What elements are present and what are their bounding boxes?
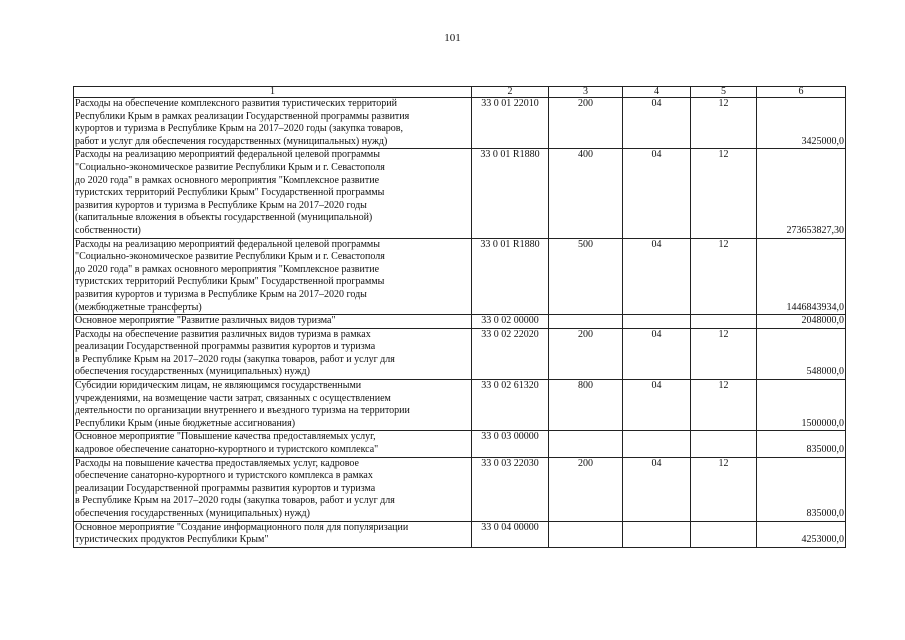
row-description xyxy=(74,315,472,329)
row-code: 33 0 01 R1880 xyxy=(472,238,549,315)
row-expense-type: 400 xyxy=(549,149,623,238)
row-description-text: Расходы на обеспечение комплексного развития туристических территорий Республики Крым в рамках реализации Государственной программы развития курортов и туризма в Республике Крым на 2017–2020 годы (закупка товаров, работ и услуг для обеспечения государственных (муниципальных) нужд) xyxy=(75,98,410,147)
budget-table xyxy=(73,86,846,548)
row-expense-type: 200 xyxy=(549,328,623,379)
column-header: 5 xyxy=(691,87,757,98)
row-code: 33 0 02 61320 xyxy=(472,380,549,431)
row-section: 04 xyxy=(623,149,691,238)
row-section xyxy=(623,315,691,329)
row-description-text: Основное мероприятие "Развитие различных видов туризма" xyxy=(75,315,336,327)
column-header: 2 xyxy=(472,87,549,98)
row-description-text: Основное мероприятие "Повышение качества предоставляемых услуг, кадровое обеспечение санаторно-курортного и туристского комплекса" xyxy=(75,431,379,456)
column-header: 4 xyxy=(623,87,691,98)
row-amount: 548000,0 xyxy=(757,328,846,379)
row-amount: 1500000,0 xyxy=(757,380,846,431)
row-code: 33 0 01 22010 xyxy=(472,98,549,149)
column-header: 1 xyxy=(74,87,472,98)
row-description-text: Субсидии юридическим лицам, не являющимся государственными учреждениями, на возмещение части затрат, связанных с осуществлением деятельности по организации внутреннего и въездного туризма на территории Республики Крым (иные бюджетные ассигнования) xyxy=(75,380,410,429)
row-description xyxy=(74,380,472,431)
row-subsection xyxy=(691,431,757,457)
row-description xyxy=(74,457,472,521)
row-description xyxy=(74,238,472,315)
table-row xyxy=(74,431,846,457)
row-section: 04 xyxy=(623,380,691,431)
table-row xyxy=(74,521,846,547)
row-section: 04 xyxy=(623,457,691,521)
row-subsection: 12 xyxy=(691,328,757,379)
page-number: 101 xyxy=(444,32,461,44)
table-row xyxy=(74,328,846,379)
table-row xyxy=(74,149,846,238)
table-row xyxy=(74,380,846,431)
row-amount: 3425000,0 xyxy=(757,98,846,149)
row-expense-type: 500 xyxy=(549,238,623,315)
row-section: 04 xyxy=(623,238,691,315)
row-subsection: 12 xyxy=(691,98,757,149)
table-row xyxy=(74,98,846,149)
row-description xyxy=(74,149,472,238)
row-code: 33 0 03 22030 xyxy=(472,457,549,521)
column-header: 6 xyxy=(757,87,846,98)
row-subsection xyxy=(691,521,757,547)
row-amount: 273653827,30 xyxy=(757,149,846,238)
row-expense-type xyxy=(549,521,623,547)
row-description-text: Расходы на обеспечение развития различных видов туризма в рамках реализации Государственной программы развития курортов и туризма в Республике Крым на 2017–2020 годы (закупка товаров, работ и услуг для обеспечения государственных (муниципальных) нужд) xyxy=(75,328,395,378)
row-description-text: Расходы на реализацию мероприятий федеральной целевой программы "Социально-экономическое развитие Республики Крым и г. Севастополя до 2020 года" в рамках основного мероприятия "Комплексное развитие туристских территорий Республики Крым" Государственной программы развития курортов и туризма в Республике Крым на 2017–2020 годы (капитальные вложения в объекты государственной (муниципальной) собственности) xyxy=(75,149,385,236)
row-section: 04 xyxy=(623,328,691,379)
column-header: 3 xyxy=(549,87,623,98)
row-code: 33 0 03 00000 xyxy=(472,431,549,457)
row-description-text: Расходы на повышение качества предоставляемых услуг, кадровое обеспечение санаторно-курортного и туристского комплекса в рамках реализации Государственной программы развития курортов и туризма в Республике Крым на 2017–2020 годы (закупка товаров, работ и услуг для обеспечения государственных (муниципальных) нужд) xyxy=(75,457,395,519)
row-expense-type xyxy=(549,431,623,457)
row-subsection: 12 xyxy=(691,380,757,431)
row-expense-type: 800 xyxy=(549,380,623,431)
row-amount: 2048000,0 xyxy=(757,315,846,329)
row-amount: 4253000,0 xyxy=(757,521,846,547)
row-section xyxy=(623,521,691,547)
row-code: 33 0 04 00000 xyxy=(472,521,549,547)
row-code: 33 0 01 R1880 xyxy=(472,149,549,238)
table-row xyxy=(74,315,846,329)
row-description xyxy=(74,521,472,547)
row-description xyxy=(74,431,472,457)
row-subsection: 12 xyxy=(691,149,757,238)
row-amount: 835000,0 xyxy=(757,431,846,457)
row-code: 33 0 02 00000 xyxy=(472,315,549,329)
row-description-text: Расходы на реализацию мероприятий федеральной целевой программы "Социально-экономическое развитие Республики Крым и г. Севастополя до 2020 года" в рамках основного мероприятия "Комплексное развитие туристских территорий Республики Крым" Государственной программы развития курортов и туризма в Республике Крым на 2017–2020 годы (межбюджетные трансферты) xyxy=(75,238,385,313)
row-expense-type xyxy=(549,315,623,329)
row-code: 33 0 02 22020 xyxy=(472,328,549,379)
row-subsection xyxy=(691,315,757,329)
row-description xyxy=(74,328,472,379)
table-row xyxy=(74,457,846,521)
row-amount: 835000,0 xyxy=(757,457,846,521)
row-subsection: 12 xyxy=(691,238,757,315)
row-expense-type: 200 xyxy=(549,457,623,521)
table-header-row xyxy=(74,87,846,98)
row-description-text: Основное мероприятие "Создание информационного поля для популяризации туристических продуктов Республики Крым" xyxy=(75,521,409,546)
row-expense-type: 200 xyxy=(549,98,623,149)
row-amount: 1446843934,0 xyxy=(757,238,846,315)
row-section: 04 xyxy=(623,98,691,149)
row-section xyxy=(623,431,691,457)
row-description xyxy=(74,98,472,149)
row-subsection: 12 xyxy=(691,457,757,521)
table-row xyxy=(74,238,846,315)
